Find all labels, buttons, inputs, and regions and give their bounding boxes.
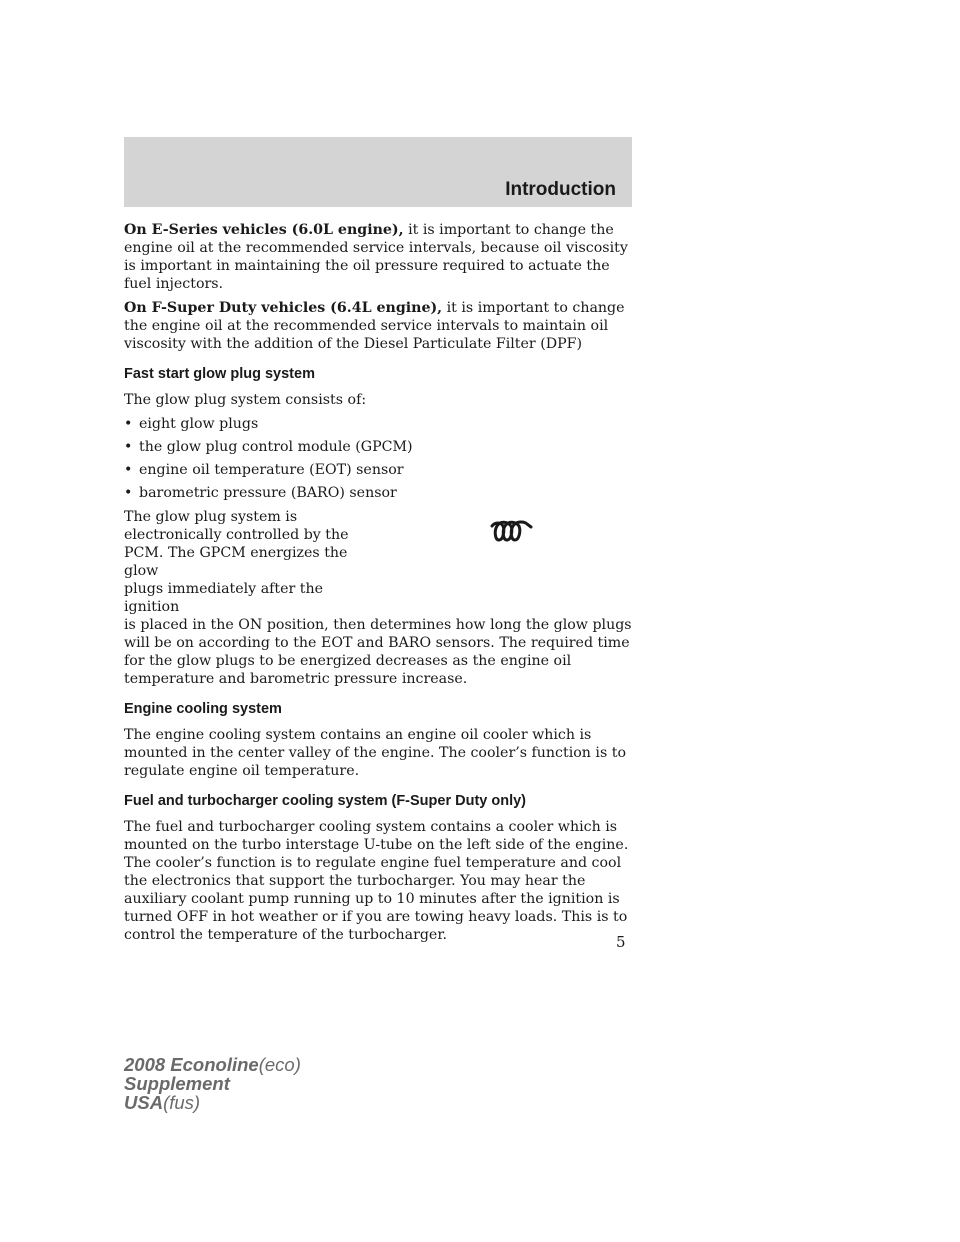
glow-plug-body-line: plugs immediately after the ignition <box>124 581 324 615</box>
eseries-body: it is important to change the engine oil at the recommended service intervals, because oil viscosity is important in maintaining the oil pressure required to actuate the fuel injectors. <box>124 222 628 292</box>
list-item-text: barometric pressure (BARO) sensor <box>139 485 397 501</box>
document-footer <box>124 1055 301 1112</box>
fsuper-paragraph <box>124 299 639 353</box>
glow-plug-components-list <box>124 415 639 502</box>
footer-market: USA <box>124 1092 164 1113</box>
turbo-cooling-heading: Fuel and turbocharger cooling system (F-Super Duty only) <box>124 793 527 809</box>
section-title: Introduction <box>505 179 616 200</box>
eseries-paragraph <box>124 221 639 293</box>
engine-cooling-body: The engine cooling system contains an engine oil cooler which is mounted in the center valley of the engine. The cooler’s function is to regulate engine oil temperature. <box>124 727 627 779</box>
page-number: 5 <box>616 933 626 951</box>
bullet-icon: • <box>124 416 133 432</box>
list-item <box>124 484 639 502</box>
list-item <box>124 438 639 456</box>
list-item-text: engine oil temperature (EOT) sensor <box>139 462 404 478</box>
page-content <box>124 221 639 950</box>
section-header-band <box>124 137 632 207</box>
bullet-icon: • <box>124 485 133 501</box>
engine-cooling-heading: Engine cooling system <box>124 701 282 717</box>
bullet-icon: • <box>124 462 133 478</box>
bullet-icon: • <box>124 439 133 455</box>
footer-market-code: (fus) <box>163 1092 201 1113</box>
footer-line-model <box>124 1055 301 1074</box>
glow-plug-body-rest: is placed in the ON position, then determines how long the glow plugs will be on according to the EOT and BARO sensors. The required time for the glow plugs to be energized decreases as the engine oil temperature and barometric pressure increase. <box>124 617 632 687</box>
footer-model-code: (eco) <box>258 1054 301 1075</box>
glow-plug-intro: The glow plug system consists of: <box>124 392 367 408</box>
turbo-cooling-body: The fuel and turbocharger cooling system contains a cooler which is mounted on the turbo interstage U-tube on the left side of the engine. The cooler’s function is to regulate engine fuel temperature and cool the electronics that support the turbocharger. You may hear the auxiliary coolant pump running up to 10 minutes after the ignition is turned OFF in hot weather or if you are towing heavy loads. This is to control the temperature of the turbocharger. <box>124 819 629 943</box>
list-item <box>124 461 639 479</box>
glow-plug-body-wrapped <box>124 508 379 616</box>
list-item-text: the glow plug control module (GPCM) <box>139 439 413 455</box>
glow-plug-body-line: electronically controlled by the <box>124 527 349 543</box>
footer-supplement: Supplement <box>124 1073 230 1094</box>
footer-line-supplement <box>124 1074 301 1093</box>
glow-plug-body-line: The glow plug system is <box>124 509 298 525</box>
glow-plug-body-line: PCM. The GPCM energizes the glow <box>124 545 348 579</box>
footer-model: 2008 Econoline <box>124 1054 259 1075</box>
fsuper-lead: On F-Super Duty vehicles (6.4L engine), <box>124 300 443 316</box>
fsuper-body: it is important to change the engine oil at the recommended service intervals to maintain oil viscosity with the addition of the Diesel Particulate Filter (DPF) <box>124 300 625 352</box>
list-item <box>124 415 639 433</box>
list-item-text: eight glow plugs <box>139 416 259 432</box>
footer-line-market <box>124 1093 301 1112</box>
glow-plug-description <box>124 508 639 688</box>
glow-plug-heading: Fast start glow plug system <box>124 366 315 382</box>
eseries-lead: On E-Series vehicles (6.0L engine), <box>124 222 404 238</box>
glow-plug-icon <box>489 516 534 546</box>
